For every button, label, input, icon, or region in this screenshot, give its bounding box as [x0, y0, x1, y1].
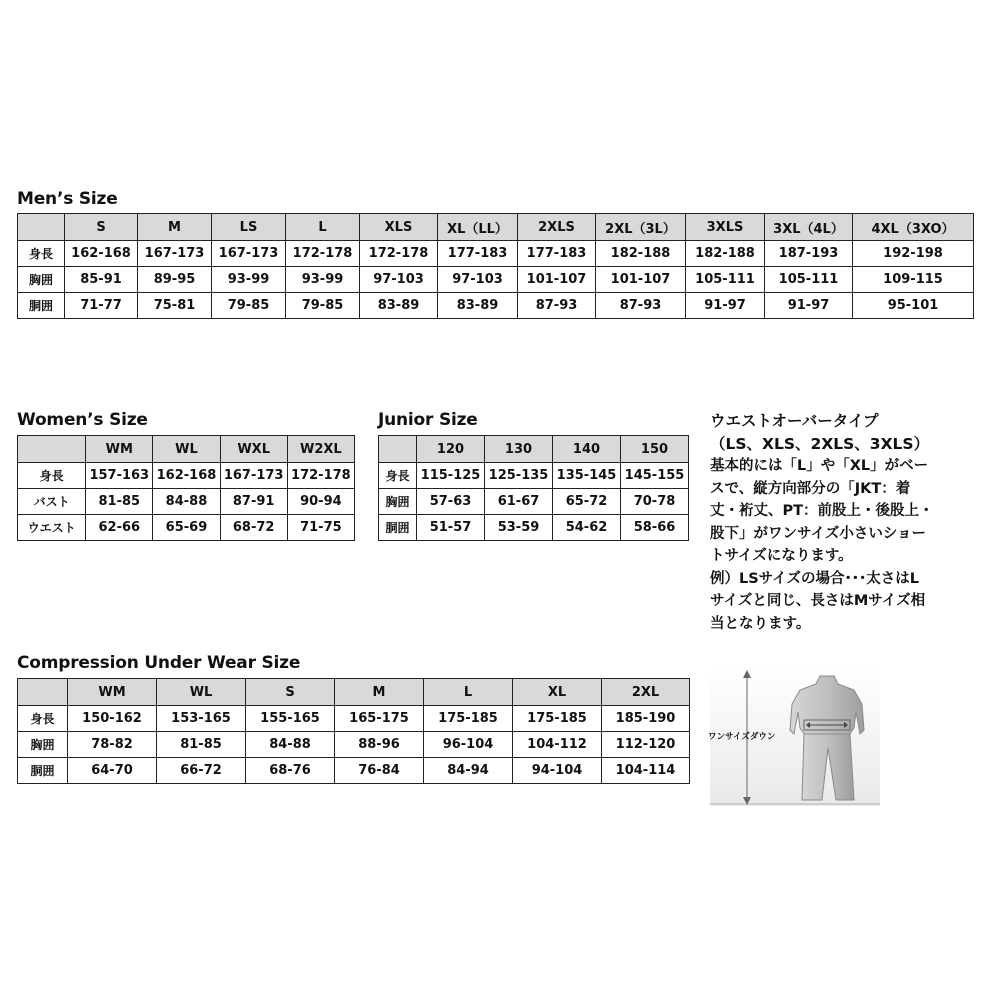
row-label: 胴囲 — [379, 515, 417, 541]
size-value-cell: 88-96 — [335, 732, 424, 758]
one-size-down-label: ワンサイズダウン — [708, 732, 776, 742]
size-header: XL — [513, 679, 602, 706]
size-header: WXL — [220, 436, 287, 463]
size-value-cell: 51-57 — [417, 515, 485, 541]
size-value-cell: 65-69 — [153, 515, 220, 541]
size-value-cell: 150-162 — [68, 706, 157, 732]
size-value-cell: 145-155 — [621, 463, 689, 489]
size-value-cell: 182-188 — [686, 241, 765, 267]
size-value-cell: 75-81 — [138, 293, 212, 319]
size-value-cell: 83-89 — [360, 293, 438, 319]
size-value-cell: 115-125 — [417, 463, 485, 489]
size-header: S — [246, 679, 335, 706]
womens-size-title: Women’s Size — [17, 410, 148, 430]
size-value-cell: 101-107 — [518, 267, 596, 293]
row-label: ウエスト — [18, 515, 86, 541]
note-line: 基本的には「L」や「XL」がベー — [710, 458, 929, 474]
size-value-cell: 91-97 — [686, 293, 765, 319]
corner-cell — [18, 679, 68, 706]
size-value-cell: 78-82 — [68, 732, 157, 758]
row-label: バスト — [18, 489, 86, 515]
table-row — [18, 706, 690, 732]
note-body — [710, 455, 980, 635]
size-value-cell: 53-59 — [485, 515, 553, 541]
size-value-cell: 87-93 — [518, 293, 596, 319]
table-row — [18, 515, 355, 541]
size-value-cell: 95-101 — [853, 293, 974, 319]
row-label: 身長 — [18, 241, 65, 267]
mens-size-table — [17, 213, 974, 319]
size-value-cell: 84-88 — [246, 732, 335, 758]
note-line: 丈・裄丈、PT：前股上・後股上・ — [710, 503, 934, 519]
row-label: 胸囲 — [18, 732, 68, 758]
table-row — [18, 293, 974, 319]
table-row — [379, 463, 689, 489]
size-value-cell: 71-77 — [65, 293, 138, 319]
size-header: 2XL（3L） — [596, 214, 686, 241]
size-value-cell: 125-135 — [485, 463, 553, 489]
size-header: M — [335, 679, 424, 706]
size-value-cell: 105-111 — [686, 267, 765, 293]
header-row — [18, 679, 690, 706]
table-row — [379, 489, 689, 515]
size-header: S — [65, 214, 138, 241]
size-header: 2XLS — [518, 214, 596, 241]
size-value-cell: 175-185 — [513, 706, 602, 732]
size-value-cell: 79-85 — [212, 293, 286, 319]
size-header: 130 — [485, 436, 553, 463]
size-value-cell: 61-67 — [485, 489, 553, 515]
size-value-cell: 167-173 — [220, 463, 287, 489]
size-value-cell: 84-88 — [153, 489, 220, 515]
womens-size-table — [17, 435, 355, 541]
size-value-cell: 105-111 — [765, 267, 853, 293]
size-header: XLS — [360, 214, 438, 241]
size-header: WL — [157, 679, 246, 706]
size-value-cell: 65-72 — [553, 489, 621, 515]
size-value-cell: 97-103 — [438, 267, 518, 293]
size-value-cell: 58-66 — [621, 515, 689, 541]
row-label: 胸囲 — [18, 267, 65, 293]
size-value-cell: 162-168 — [153, 463, 220, 489]
size-value-cell: 177-183 — [518, 241, 596, 267]
size-value-cell: 70-78 — [621, 489, 689, 515]
size-header: WM — [68, 679, 157, 706]
header-row — [18, 436, 355, 463]
size-header: 3XLS — [686, 214, 765, 241]
size-value-cell: 62-66 — [86, 515, 153, 541]
size-value-cell: 54-62 — [553, 515, 621, 541]
size-value-cell: 97-103 — [360, 267, 438, 293]
size-header: WM — [86, 436, 153, 463]
note-line: サイズと同じ、長さはMサイズ相 — [710, 593, 926, 609]
note-line: スで、縦方向部分の「JKT：着 — [710, 480, 911, 497]
size-value-cell: 104-112 — [513, 732, 602, 758]
size-header: 4XL（3XO） — [853, 214, 974, 241]
note-line: 股下」がワンサイズ小さいショー — [710, 525, 927, 542]
note-line: 例）LSサイズの場合･･･太さはL — [710, 570, 920, 587]
size-value-cell: 109-115 — [853, 267, 974, 293]
table-row — [18, 758, 690, 784]
size-value-cell: 84-94 — [424, 758, 513, 784]
row-label: 胴囲 — [18, 293, 65, 319]
size-value-cell: 187-193 — [765, 241, 853, 267]
size-value-cell: 90-94 — [287, 489, 354, 515]
suit-size-illustration — [710, 668, 880, 806]
size-value-cell: 81-85 — [86, 489, 153, 515]
size-value-cell: 79-85 — [286, 293, 360, 319]
row-label: 身長 — [18, 706, 68, 732]
size-value-cell: 94-104 — [513, 758, 602, 784]
row-label: 胴囲 — [18, 758, 68, 784]
table-row — [379, 515, 689, 541]
note-heading: ウエストオーバータイプ — [710, 412, 879, 430]
size-value-cell: 66-72 — [157, 758, 246, 784]
size-value-cell: 153-165 — [157, 706, 246, 732]
table-row — [18, 241, 974, 267]
table-row — [18, 267, 974, 293]
size-value-cell: 112-120 — [602, 732, 690, 758]
header-row — [379, 436, 689, 463]
row-label: 身長 — [379, 463, 417, 489]
size-value-cell: 68-76 — [246, 758, 335, 784]
junior-size-table — [378, 435, 689, 541]
size-value-cell: 83-89 — [438, 293, 518, 319]
size-header: 3XL（4L） — [765, 214, 853, 241]
size-value-cell: 57-63 — [417, 489, 485, 515]
size-header: 2XL — [602, 679, 690, 706]
table-row — [18, 489, 355, 515]
size-value-cell: 87-93 — [596, 293, 686, 319]
size-value-cell: 172-178 — [287, 463, 354, 489]
size-value-cell: 167-173 — [212, 241, 286, 267]
size-header: LS — [212, 214, 286, 241]
size-value-cell: 101-107 — [596, 267, 686, 293]
size-header: W2XL — [287, 436, 354, 463]
size-header: L — [286, 214, 360, 241]
table-row — [18, 732, 690, 758]
size-value-cell: 135-145 — [553, 463, 621, 489]
size-header: M — [138, 214, 212, 241]
junior-size-title: Junior Size — [378, 410, 478, 430]
corner-cell — [18, 436, 86, 463]
size-value-cell: 185-190 — [602, 706, 690, 732]
compression-size-title: Compression Under Wear Size — [17, 653, 301, 673]
corner-cell — [379, 436, 417, 463]
note-line: 当となります。 — [710, 615, 811, 632]
size-header: 140 — [553, 436, 621, 463]
table-row — [18, 463, 355, 489]
size-value-cell: 104-114 — [602, 758, 690, 784]
compression-size-table — [17, 678, 690, 784]
size-header: WL — [153, 436, 220, 463]
size-value-cell: 91-97 — [765, 293, 853, 319]
size-header: 150 — [621, 436, 689, 463]
size-value-cell: 85-91 — [65, 267, 138, 293]
note-line: トサイズになります。 — [710, 548, 853, 564]
size-value-cell: 93-99 — [286, 267, 360, 293]
size-value-cell: 89-95 — [138, 267, 212, 293]
size-value-cell: 71-75 — [287, 515, 354, 541]
size-value-cell: 93-99 — [212, 267, 286, 293]
corner-cell — [18, 214, 65, 241]
mens-size-title: Men’s Size — [17, 189, 118, 209]
size-value-cell: 177-183 — [438, 241, 518, 267]
size-value-cell: 162-168 — [65, 241, 138, 267]
size-value-cell: 76-84 — [335, 758, 424, 784]
size-value-cell: 192-198 — [853, 241, 974, 267]
size-value-cell: 172-178 — [286, 241, 360, 267]
header-row — [18, 214, 974, 241]
size-value-cell: 182-188 — [596, 241, 686, 267]
size-header: XL（LL） — [438, 214, 518, 241]
size-value-cell: 87-91 — [220, 489, 287, 515]
size-value-cell: 175-185 — [424, 706, 513, 732]
row-label: 身長 — [18, 463, 86, 489]
size-value-cell: 96-104 — [424, 732, 513, 758]
row-label: 胸囲 — [379, 489, 417, 515]
size-value-cell: 157-163 — [86, 463, 153, 489]
size-value-cell: 155-165 — [246, 706, 335, 732]
size-header: 120 — [417, 436, 485, 463]
size-value-cell: 68-72 — [220, 515, 287, 541]
size-value-cell: 172-178 — [360, 241, 438, 267]
size-header: L — [424, 679, 513, 706]
waist-over-type-note — [710, 410, 980, 635]
size-value-cell: 64-70 — [68, 758, 157, 784]
size-value-cell: 81-85 — [157, 732, 246, 758]
size-value-cell: 167-173 — [138, 241, 212, 267]
note-subheading: （LS、XLS、2XLS、3XLS） — [710, 434, 930, 453]
size-value-cell: 165-175 — [335, 706, 424, 732]
